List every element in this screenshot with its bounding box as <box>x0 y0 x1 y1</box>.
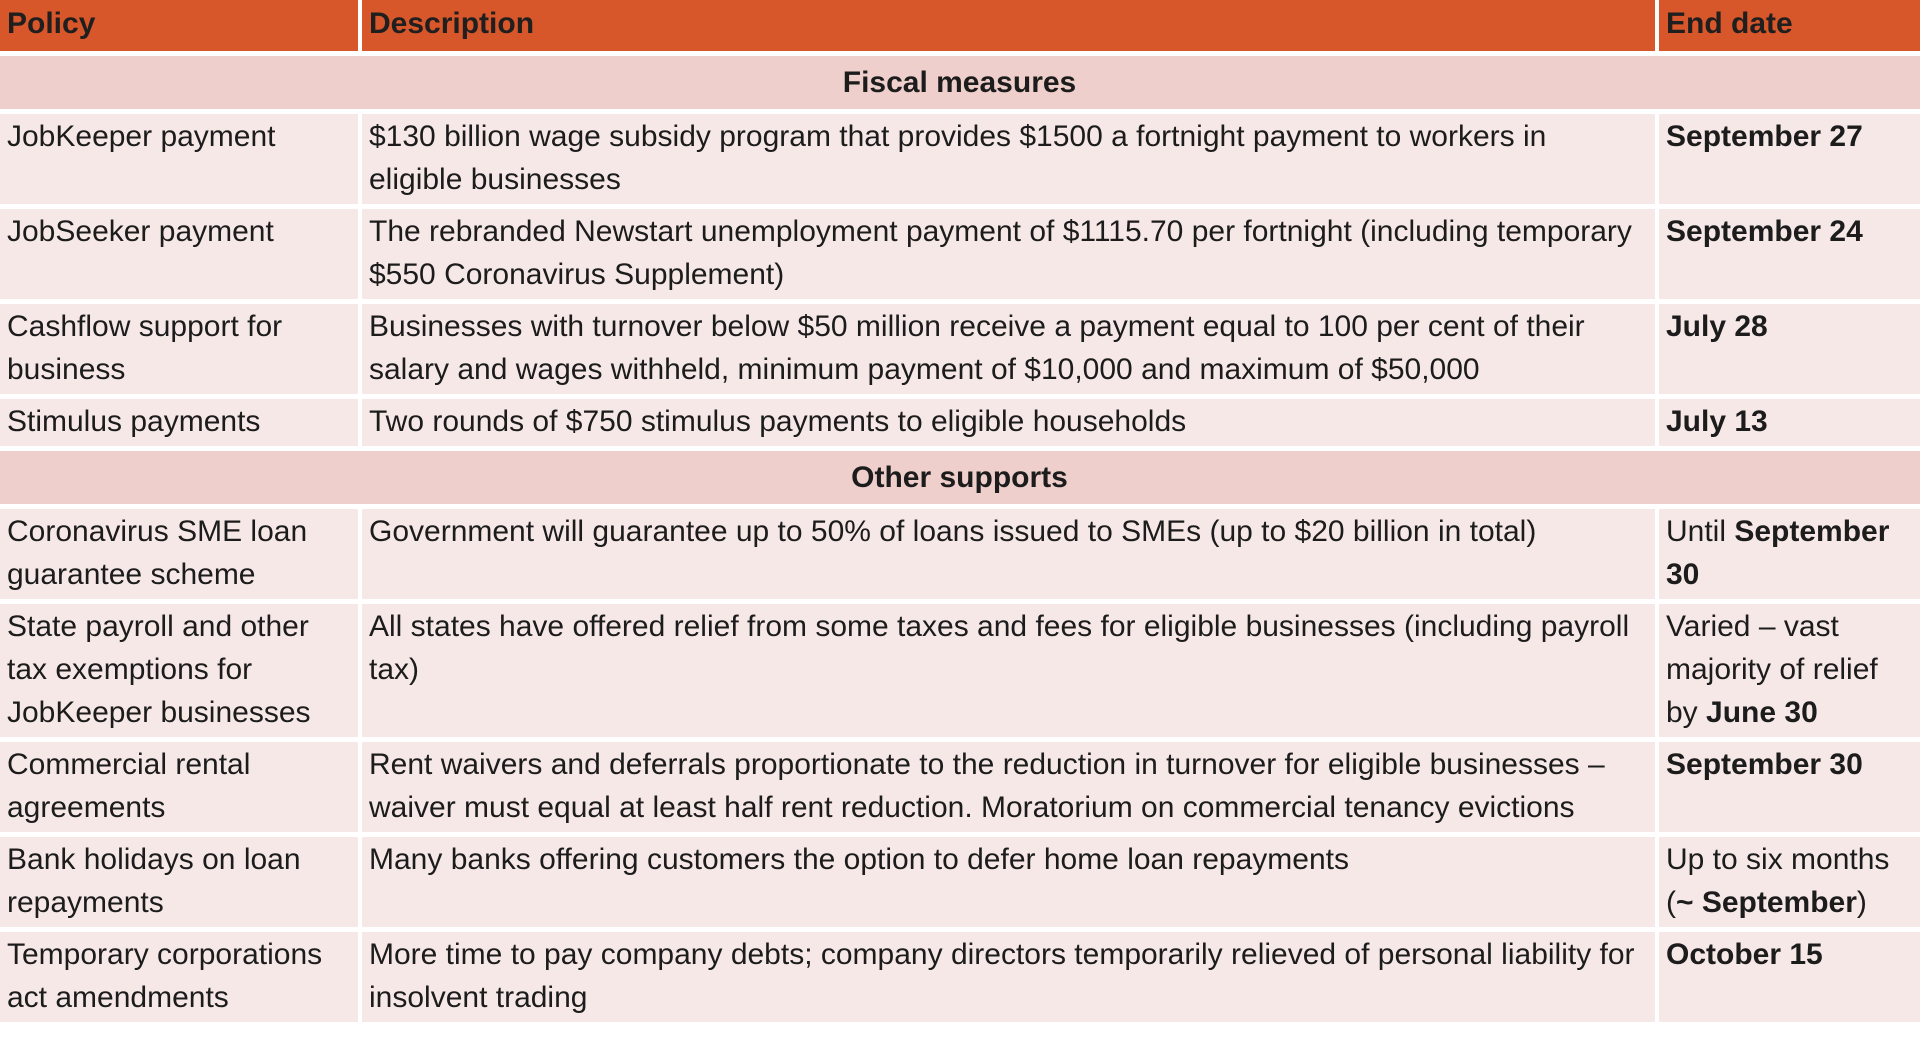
section-row-other <box>0 451 1920 509</box>
policy-cell: Stimulus payments <box>0 399 362 451</box>
end-date-cell: September 30 <box>1659 742 1920 837</box>
end-date-value: September 30 <box>1666 515 1890 591</box>
end-date-cell: September 27 <box>1659 114 1920 209</box>
end-date-value: June 30 <box>1706 696 1818 729</box>
description-cell: Rent waivers and deferrals proportionate to the reduction in turnover for eligible businesses – waiver must equal at least half rent reduction. Moratorium on commercial tenancy evictions <box>362 742 1659 837</box>
description-cell: Two rounds of $750 stimulus payments to eligible households <box>362 399 1659 451</box>
policy-cell: Commercial rental agreements <box>0 742 362 837</box>
end-date-cell: July 28 <box>1659 304 1920 399</box>
header-end-date: End date <box>1659 0 1920 56</box>
section-title-fiscal: Fiscal measures <box>0 56 1920 114</box>
table-row <box>0 304 1920 399</box>
header-policy: Policy <box>0 0 362 56</box>
description-cell: $130 billion wage subsidy program that provides $1500 a fortnight payment to workers in eligible businesses <box>362 114 1659 209</box>
policy-cell: JobKeeper payment <box>0 114 362 209</box>
end-date-prefix: Up to six months ( <box>1666 843 1890 919</box>
end-date-cell <box>1659 604 1920 742</box>
table-row <box>0 932 1920 1027</box>
end-date-prefix: Until <box>1666 515 1727 548</box>
section-row-fiscal <box>0 56 1920 114</box>
policy-cell: Temporary corporations act amendments <box>0 932 362 1027</box>
policy-cell: State payroll and other tax exemptions for JobKeeper businesses <box>0 604 362 742</box>
description-cell: All states have offered relief from some taxes and fees for eligible businesses (including payroll tax) <box>362 604 1659 742</box>
end-date-cell <box>1659 837 1920 932</box>
end-date-cell: October 15 <box>1659 932 1920 1027</box>
table-row <box>0 604 1920 742</box>
table-row <box>0 114 1920 209</box>
header-row <box>0 0 1920 56</box>
table-row <box>0 209 1920 304</box>
header-description: Description <box>362 0 1659 56</box>
table-row <box>0 837 1920 932</box>
description-cell: Government will guarantee up to 50% of loans issued to SMEs (up to $20 billion in total) <box>362 509 1659 604</box>
policy-cell: JobSeeker payment <box>0 209 362 304</box>
table-row <box>0 742 1920 837</box>
policy-cell: Coronavirus SME loan guarantee scheme <box>0 509 362 604</box>
end-date-cell: July 13 <box>1659 399 1920 451</box>
description-cell: Many banks offering customers the option to defer home loan repayments <box>362 837 1659 932</box>
end-date-cell: September 24 <box>1659 209 1920 304</box>
end-date-suffix: ) <box>1856 886 1867 919</box>
description-cell: More time to pay company debts; company directors temporarily relieved of personal liability for insolvent trading <box>362 932 1659 1027</box>
policy-cell: Cashflow support for business <box>0 304 362 399</box>
policy-cell: Bank holidays on loan repayments <box>0 837 362 932</box>
description-cell: Businesses with turnover below $50 million receive a payment equal to 100 per cent of their salary and wages withheld, minimum payment of $10,000 and maximum of $50,000 <box>362 304 1659 399</box>
table-row <box>0 399 1920 451</box>
description-cell: The rebranded Newstart unemployment payment of $1115.70 per fortnight (including temporary $550 Coronavirus Supplement) <box>362 209 1659 304</box>
end-date-cell <box>1659 509 1920 604</box>
end-date-value: ~ September <box>1676 886 1857 919</box>
table-row <box>0 509 1920 604</box>
end-date-prefix: Varied – vast majority of relief by <box>1666 610 1878 729</box>
section-title-other: Other supports <box>0 451 1920 509</box>
